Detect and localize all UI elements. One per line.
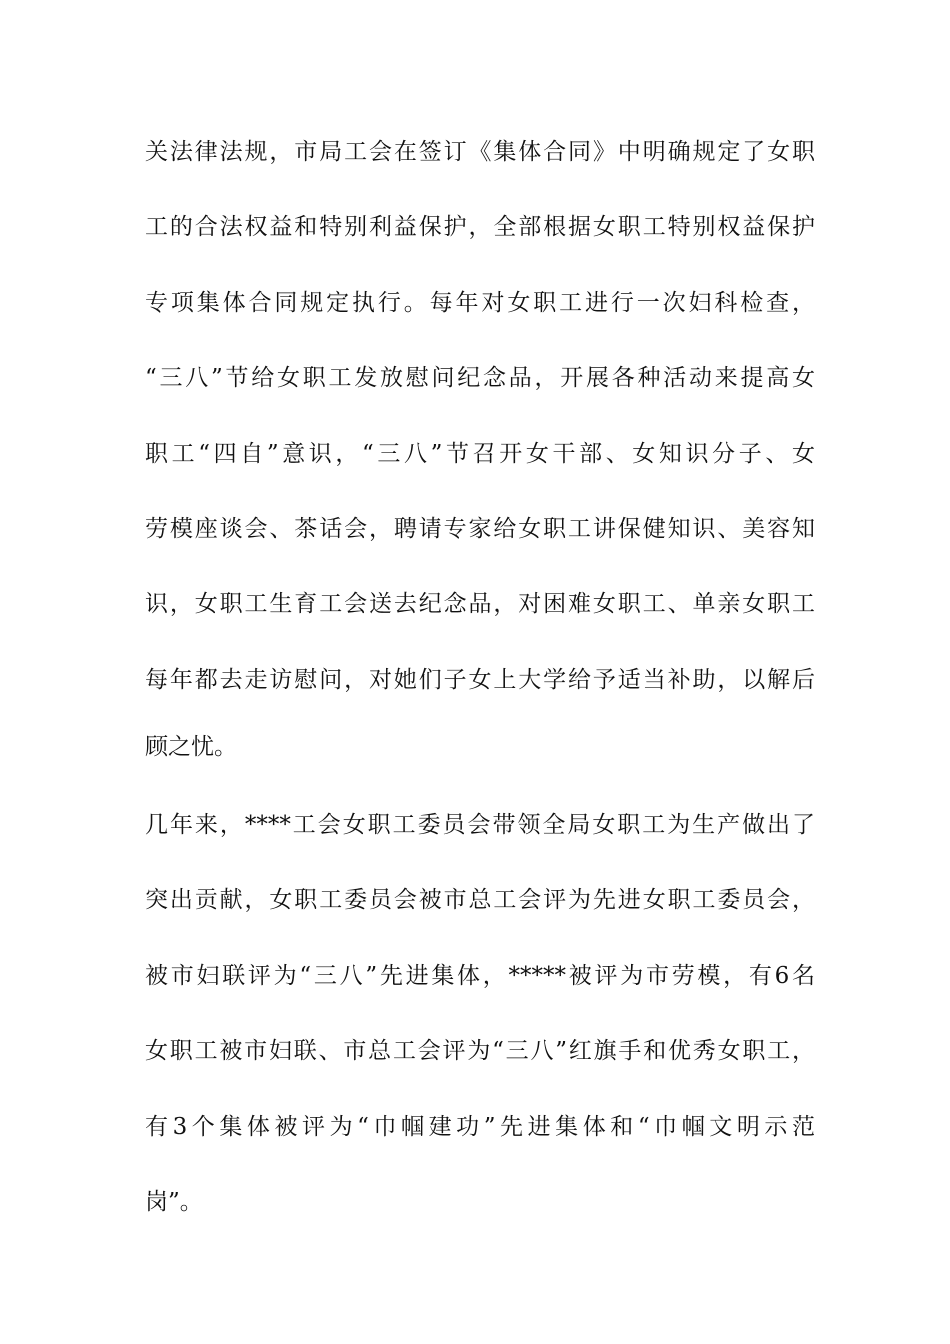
paragraph-1-line-8: 每年都去走访慰问，对她们子女上大学给予适当补助，以解后 [145, 667, 815, 693]
paragraph-2-line-6: 岗”。 [145, 1189, 203, 1215]
paragraph-2-line-1: 几年来，****工会女职工委员会带领全局女职工为生产做出了 [145, 812, 815, 838]
paragraph-2-line-4: 女职工被市妇联、市总工会评为“三八”红旗手和优秀女职工， [145, 1038, 815, 1064]
paragraph-2-line-3: 被市妇联评为“三八”先进集体，*****被评为市劳模，有6名 [145, 963, 815, 989]
paragraph-1-line-9: 顾之忧。 [145, 734, 237, 760]
paragraph-1-line-1: 关法律法规，市局工会在签订《集体合同》中明确规定了女职 [145, 139, 815, 165]
paragraph-1-line-7: 识，女职工生育工会送去纪念品，对困难女职工、单亲女职工 [145, 591, 815, 617]
paragraph-1-line-4: “三八”节给女职工发放慰问纪念品，开展各种活动来提高女 [145, 365, 815, 391]
paragraph-1-line-6: 劳模座谈会、茶话会，聘请专家给女职工讲保健知识、美容知 [145, 516, 815, 542]
paragraph-1-line-3: 专项集体合同规定执行。每年对女职工进行一次妇科检查， [145, 290, 815, 316]
paragraph-1-line-2: 工的合法权益和特别利益保护，全部根据女职工特别权益保护 [145, 214, 815, 240]
paragraph-1-line-5: 职工“四自”意识，“三八”节召开女干部、女知识分子、女 [145, 441, 815, 467]
paragraph-2-line-5: 有3个集体被评为“巾帼建功”先进集体和“巾帼文明示范 [145, 1114, 815, 1140]
paragraph-2-line-2: 突出贡献，女职工委员会被市总工会评为先进女职工委员会， [145, 887, 815, 913]
